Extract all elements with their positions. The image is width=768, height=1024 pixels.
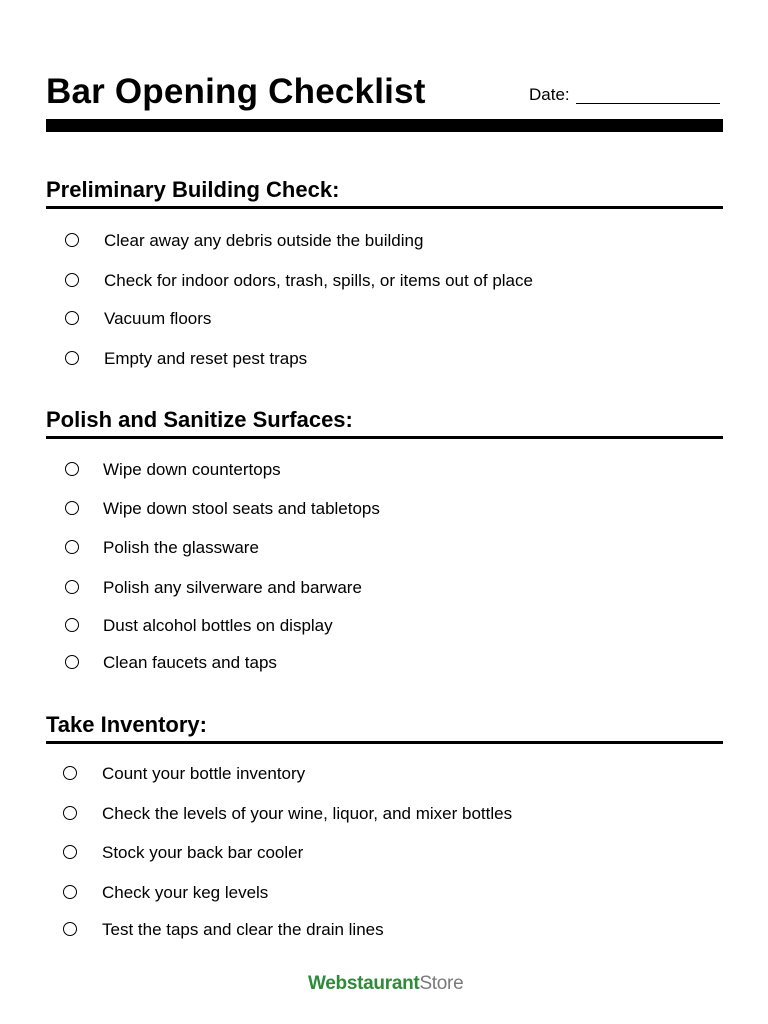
radio-circle-icon[interactable] bbox=[65, 233, 79, 247]
radio-circle-icon[interactable] bbox=[65, 501, 79, 515]
item-label: Clear away any debris outside the building bbox=[104, 231, 424, 250]
radio-circle-icon[interactable] bbox=[65, 540, 79, 554]
radio-circle-icon[interactable] bbox=[65, 580, 79, 594]
checklist-item[interactable] bbox=[46, 537, 723, 561]
radio-circle-icon[interactable] bbox=[63, 845, 77, 859]
title-divider-bar bbox=[46, 119, 723, 132]
checklist-item[interactable] bbox=[46, 842, 723, 866]
item-label: Stock your back bar cooler bbox=[102, 843, 304, 862]
radio-circle-icon[interactable] bbox=[65, 273, 79, 287]
checklist-item[interactable] bbox=[46, 498, 723, 522]
radio-circle-icon[interactable] bbox=[65, 311, 79, 325]
item-label: Check your keg levels bbox=[102, 883, 269, 902]
radio-circle-icon[interactable] bbox=[63, 806, 77, 820]
section-take-inventory bbox=[46, 711, 723, 939]
radio-circle-icon[interactable] bbox=[65, 618, 79, 632]
item-label: Test the taps and clear the drain lines bbox=[102, 920, 384, 939]
checklist-item[interactable] bbox=[46, 577, 723, 601]
date-blank-line[interactable] bbox=[576, 87, 720, 104]
item-label: Wipe down stool seats and tabletops bbox=[103, 499, 380, 518]
page-title: Bar Opening Checklist bbox=[46, 72, 426, 111]
checklist-item[interactable] bbox=[46, 615, 723, 639]
radio-circle-icon[interactable] bbox=[65, 462, 79, 476]
date-field bbox=[529, 84, 720, 106]
logo-text-primary: Webstaurant bbox=[308, 973, 420, 994]
item-label: Dust alcohol bottles on display bbox=[103, 616, 333, 635]
radio-circle-icon[interactable] bbox=[65, 351, 79, 365]
section-polish-and-sanitize bbox=[46, 406, 723, 672]
checklist-item[interactable] bbox=[46, 308, 723, 332]
item-label: Count your bottle inventory bbox=[102, 764, 306, 783]
section-heading: Preliminary Building Check: bbox=[46, 176, 723, 209]
radio-circle-icon[interactable] bbox=[63, 922, 77, 936]
checklist-item[interactable] bbox=[46, 763, 723, 787]
webstaurantstore-logo bbox=[308, 972, 463, 996]
checklist-item[interactable] bbox=[46, 652, 723, 676]
item-label: Empty and reset pest traps bbox=[104, 349, 308, 368]
checklist-item[interactable] bbox=[46, 348, 723, 372]
logo-text-secondary: Store bbox=[419, 973, 464, 994]
checklist-item[interactable] bbox=[46, 919, 723, 943]
item-label: Polish the glassware bbox=[103, 538, 259, 557]
section-heading: Take Inventory: bbox=[46, 711, 723, 744]
item-label: Check for indoor odors, trash, spills, or items out of place bbox=[104, 271, 533, 290]
item-label: Polish any silverware and barware bbox=[103, 578, 362, 597]
radio-circle-icon[interactable] bbox=[63, 885, 77, 899]
checklist-item[interactable] bbox=[46, 882, 723, 906]
item-label: Wipe down countertops bbox=[103, 460, 281, 479]
date-label: Date: bbox=[529, 85, 570, 104]
radio-circle-icon[interactable] bbox=[63, 766, 77, 780]
item-label: Vacuum floors bbox=[104, 309, 212, 328]
checklist-item[interactable] bbox=[46, 459, 723, 483]
section-heading: Polish and Sanitize Surfaces: bbox=[46, 406, 723, 439]
item-label: Check the levels of your wine, liquor, and mixer bottles bbox=[102, 804, 513, 823]
checklist-item[interactable] bbox=[46, 803, 723, 827]
item-label: Clean faucets and taps bbox=[103, 653, 277, 672]
checklist-item[interactable] bbox=[46, 270, 723, 294]
section-preliminary-building-check bbox=[46, 176, 723, 368]
checklist-item[interactable] bbox=[46, 230, 723, 254]
radio-circle-icon[interactable] bbox=[65, 655, 79, 669]
